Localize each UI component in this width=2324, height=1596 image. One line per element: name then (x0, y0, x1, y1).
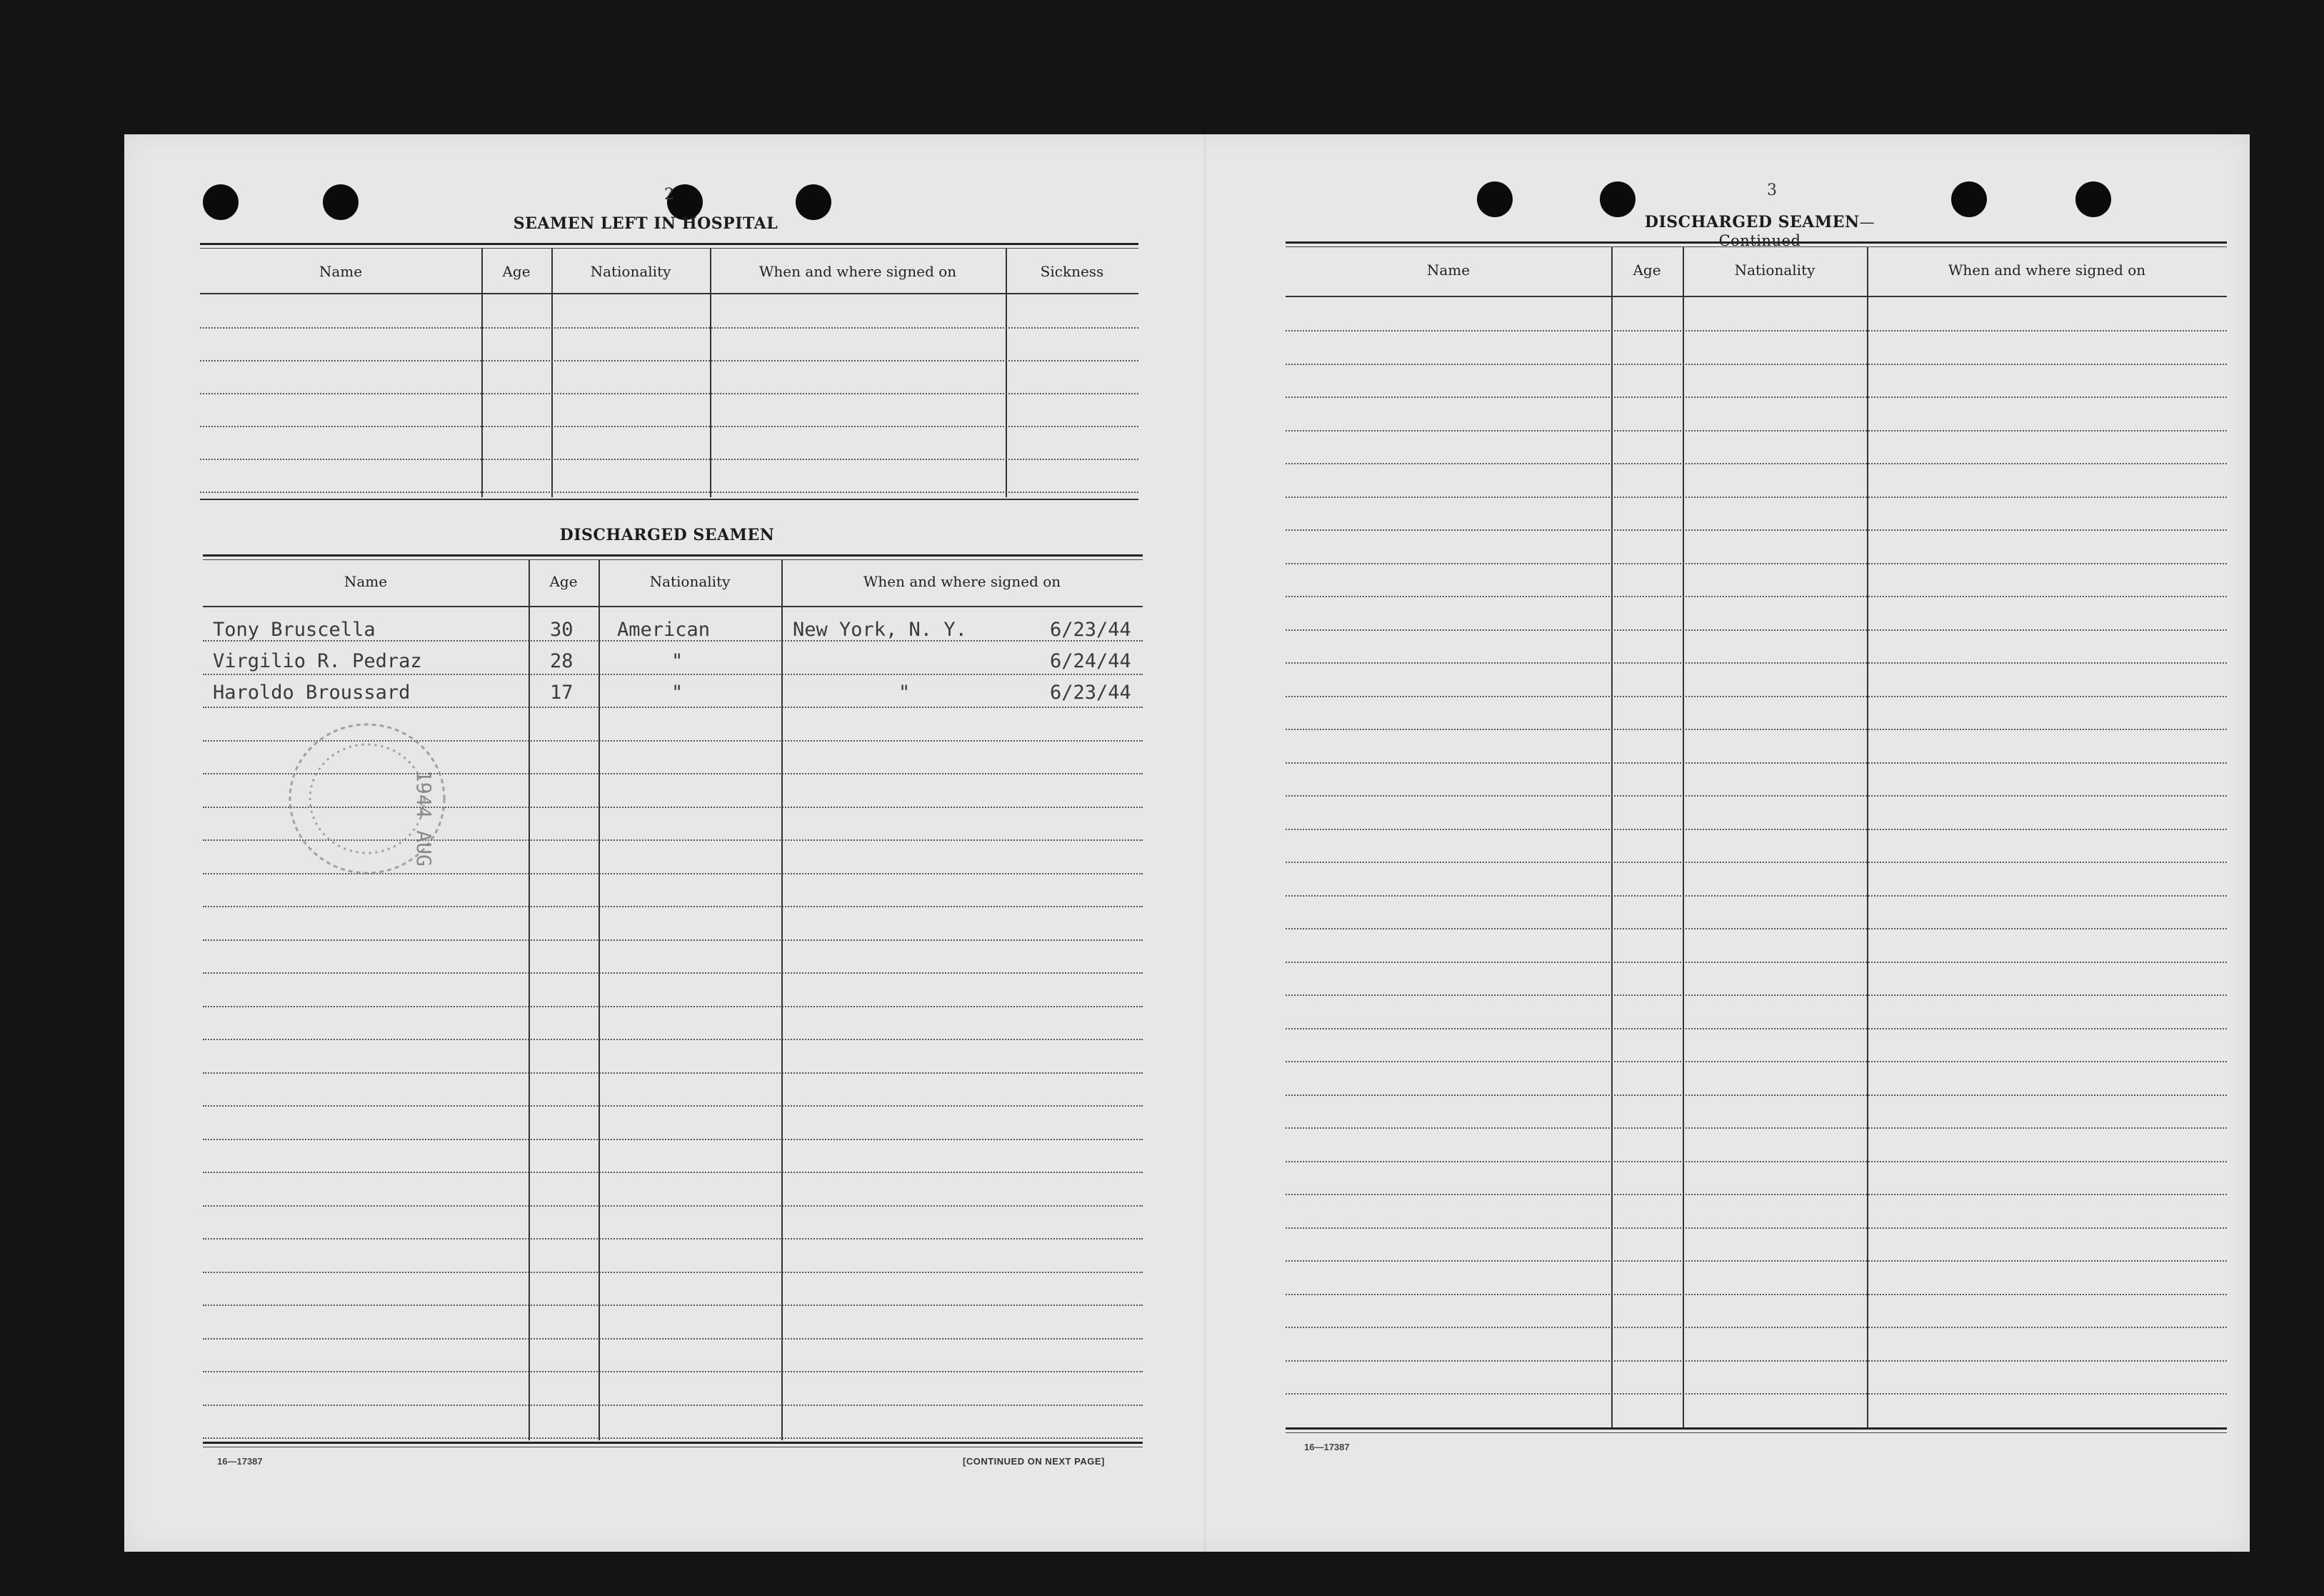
port-stamp (224, 706, 460, 877)
ruled-line (200, 459, 1138, 460)
ruled-line (1286, 762, 2227, 764)
ruled-line (200, 426, 1138, 427)
ruled-line (200, 492, 1138, 493)
hospital-col-age: Age (502, 263, 531, 280)
ruled-line (203, 1172, 1143, 1173)
seaman-nationality: American (617, 619, 711, 641)
seaman-age: 28 (550, 650, 574, 672)
ruled-line (1286, 1327, 2227, 1328)
right-col-name: Name (1426, 261, 1471, 279)
ruled-line (1286, 396, 2227, 398)
page-fold (1204, 134, 1206, 1552)
seaman-name: Virgilio R. Pedraz (213, 650, 422, 672)
ruled-line (200, 360, 1138, 361)
discharged-bottom-rule (203, 1442, 1143, 1447)
right-title-suffix: —Continued (1718, 214, 1875, 249)
ruled-line (203, 1238, 1143, 1240)
ruled-line (203, 1371, 1143, 1372)
ruled-line (1286, 1227, 2227, 1229)
discharged-header-rule (203, 606, 1143, 607)
ruled-line (203, 1139, 1143, 1140)
ruled-line (1286, 364, 2227, 365)
continued-note: [CONTINUED ON NEXT PAGE] (963, 1456, 1105, 1467)
ruled-line (1286, 1194, 2227, 1195)
ruled-line (1286, 895, 2227, 897)
seaman-place: New York, N. Y. (793, 619, 967, 641)
ruled-line (1286, 463, 2227, 464)
discharged-section-title: DISCHARGED SEAMEN (559, 526, 775, 544)
ruled-line (203, 906, 1143, 907)
ruled-line (1286, 1161, 2227, 1162)
seaman-nationality: " (671, 650, 683, 672)
discharged-divider (529, 560, 530, 1440)
hospital-col-signed-on: When and where signed on (758, 263, 957, 280)
ruled-line (1286, 994, 2227, 996)
ruled-line (203, 972, 1143, 974)
hospital-divider (551, 249, 553, 497)
hospital-section-title: SEAMEN LEFT IN HOSPITAL (513, 214, 778, 233)
ruled-line (1286, 795, 2227, 797)
ruled-line (1286, 696, 2227, 697)
right-divider (1611, 247, 1613, 1427)
right-top-rule (1286, 241, 2227, 247)
right-header-rule (1286, 296, 2227, 297)
document-sheet (124, 134, 2250, 1552)
seaman-name: Tony Bruscella (213, 619, 376, 641)
ruled-line (203, 1405, 1143, 1406)
hospital-col-sickness: Sickness (1040, 263, 1104, 280)
hospital-bottom-rule (200, 499, 1138, 500)
ruled-line (1286, 330, 2227, 331)
hospital-header-rule (200, 293, 1138, 294)
ruled-line (1286, 1127, 2227, 1129)
punch-hole (1951, 181, 1987, 217)
ruled-line (1286, 1061, 2227, 1062)
discharged-col-name: Name (344, 573, 388, 590)
ruled-line (1286, 596, 2227, 597)
right-divider (1867, 247, 1868, 1427)
discharged-top-rule (203, 554, 1143, 560)
ruled-line (203, 1205, 1143, 1207)
ruled-line (203, 1272, 1143, 1273)
discharged-divider (781, 560, 783, 1440)
seaman-date: 6/23/44 (1050, 619, 1131, 641)
ruled-line (1286, 1294, 2227, 1295)
discharged-col-nationality: Nationality (649, 573, 731, 590)
ruled-line (1286, 1393, 2227, 1395)
ruled-line (203, 1105, 1143, 1107)
seaman-date: 6/23/44 (1050, 682, 1131, 704)
right-col-nationality: Nationality (1734, 261, 1815, 279)
right-page-number: 3 (1767, 181, 1777, 199)
seaman-age: 17 (550, 682, 574, 704)
discharged-col-age: Age (549, 573, 578, 590)
punch-hole (1477, 181, 1513, 217)
ruled-line (203, 1437, 1143, 1439)
right-divider (1683, 247, 1684, 1427)
hospital-col-name: Name (319, 263, 363, 280)
ruled-line (1286, 1094, 2227, 1096)
ruled-line (203, 674, 1143, 675)
ruled-line (1286, 1260, 2227, 1262)
right-col-age: Age (1633, 261, 1661, 279)
hospital-top-rule (200, 243, 1138, 249)
seaman-nationality: " (671, 682, 683, 704)
ruled-line (1286, 1360, 2227, 1362)
stamp-text: 1944 AUG (412, 770, 436, 867)
right-col-signed-on: When and where signed on (1948, 261, 2146, 279)
left-form-code: 16—17387 (217, 1456, 263, 1467)
right-title-main: DISCHARGED SEAMEN (1644, 213, 1860, 231)
hospital-col-nationality: Nationality (590, 263, 671, 280)
punch-hole (323, 184, 359, 220)
seaman-name: Haroldo Broussard (213, 682, 411, 704)
discharged-col-signed-on: When and where signed on (863, 573, 1061, 590)
ruled-line (203, 1305, 1143, 1306)
ruled-line (203, 1039, 1143, 1040)
ruled-line (203, 1338, 1143, 1340)
ruled-line (1286, 563, 2227, 564)
ruled-line (1286, 962, 2227, 963)
ruled-line (1286, 862, 2227, 863)
discharged-divider (598, 560, 600, 1440)
ruled-line (1286, 497, 2227, 498)
ruled-line (200, 327, 1138, 329)
ruled-line (1286, 430, 2227, 432)
punch-hole (203, 184, 239, 220)
ruled-line (200, 393, 1138, 394)
hospital-divider (481, 249, 483, 497)
ruled-line (203, 1072, 1143, 1074)
seaman-date: 6/24/44 (1050, 650, 1131, 672)
hospital-divider (710, 249, 711, 497)
ruled-line (1286, 829, 2227, 830)
ruled-line (1286, 662, 2227, 664)
right-bottom-rule (1286, 1427, 2227, 1433)
punch-hole (1600, 181, 1636, 217)
left-page-number: 2 (664, 186, 674, 204)
ruled-line (1286, 629, 2227, 631)
ruled-line (203, 1006, 1143, 1007)
ruled-line (1286, 729, 2227, 730)
seaman-place: " (898, 682, 911, 704)
right-form-code: 16—17387 (1304, 1442, 1350, 1452)
ruled-line (1286, 1028, 2227, 1029)
ruled-line (1286, 529, 2227, 531)
punch-hole (2075, 181, 2111, 217)
ruled-line (1286, 928, 2227, 929)
ruled-line (203, 939, 1143, 941)
seaman-age: 30 (550, 619, 574, 641)
hospital-divider (1006, 249, 1007, 497)
